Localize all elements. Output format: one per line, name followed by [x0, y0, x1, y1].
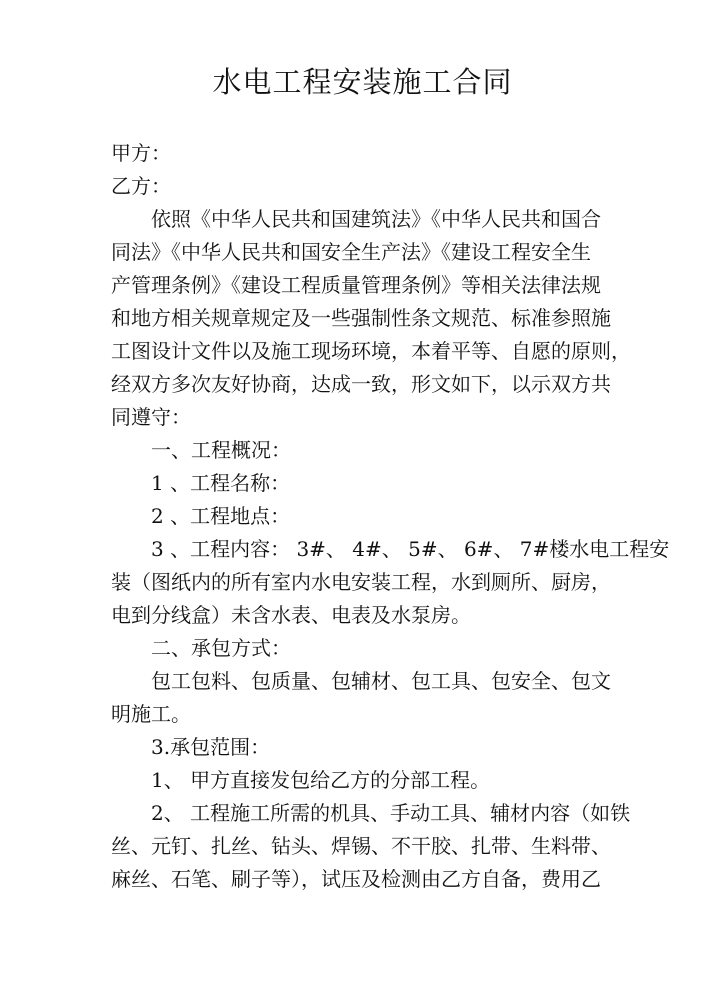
body-line: 一、工程概况： [151, 438, 291, 462]
body-line: 3.承包范围： [151, 735, 271, 759]
body-line: 同法》《中华人民共和国安全生产法》《建设工程安全生 [111, 240, 591, 264]
document-title: 水电工程安装施工合同 [212, 65, 513, 99]
body-line: 甲方： [111, 141, 171, 165]
body-line: 2 、工程地点： [151, 504, 291, 528]
body-line: 电到分线盒）未含水表、电表及水泵房。 [111, 603, 471, 627]
body-line: 丝、元钉、扎丝、钻头、焊锡、不干胶、扎带、生料带、 [111, 834, 611, 858]
body-line: 明施工。 [111, 702, 191, 726]
body-line: 1 、工程名称： [151, 471, 291, 495]
contract-body [111, 137, 670, 896]
body-line: 和地方相关规章规定及一些强制性条文规范、标准参照施 [111, 306, 611, 330]
body-line: 工图设计文件以及施工现场环境，本着平等、自愿的原则， [111, 339, 631, 363]
body-line: 二、承包方式： [151, 636, 291, 660]
body-line: 装（图纸内的所有室内水电安装工程，水到厕所、厨房， [111, 570, 611, 594]
body-line: 同遵守： [111, 405, 191, 429]
body-line: 依照《中华人民共和国建筑法》《中华人民共和国合 [151, 207, 601, 231]
body-line: 包工包料、包质量、包辅材、包工具、包安全、包文 [151, 669, 611, 693]
body-line: 乙方： [111, 174, 171, 198]
body-line: 产管理条例》《建设工程质量管理条例》等相关法律法规 [111, 273, 601, 297]
body-line: 麻丝、石笔、刷子等），试压及检测由乙方自备，费用乙 [111, 867, 601, 891]
body-line: 3 、工程内容： 3#、 4#、 5#、 6#、 7#楼水电工程安 [151, 537, 670, 561]
body-line: 经双方多次友好协商，达成一致，形文如下，以示双方共 [111, 372, 611, 396]
body-line: 2、 工程施工所需的机具、手动工具、辅材内容（如铁 [151, 801, 631, 825]
body-line: 1、 甲方直接发包给乙方的分部工程。 [151, 768, 491, 792]
